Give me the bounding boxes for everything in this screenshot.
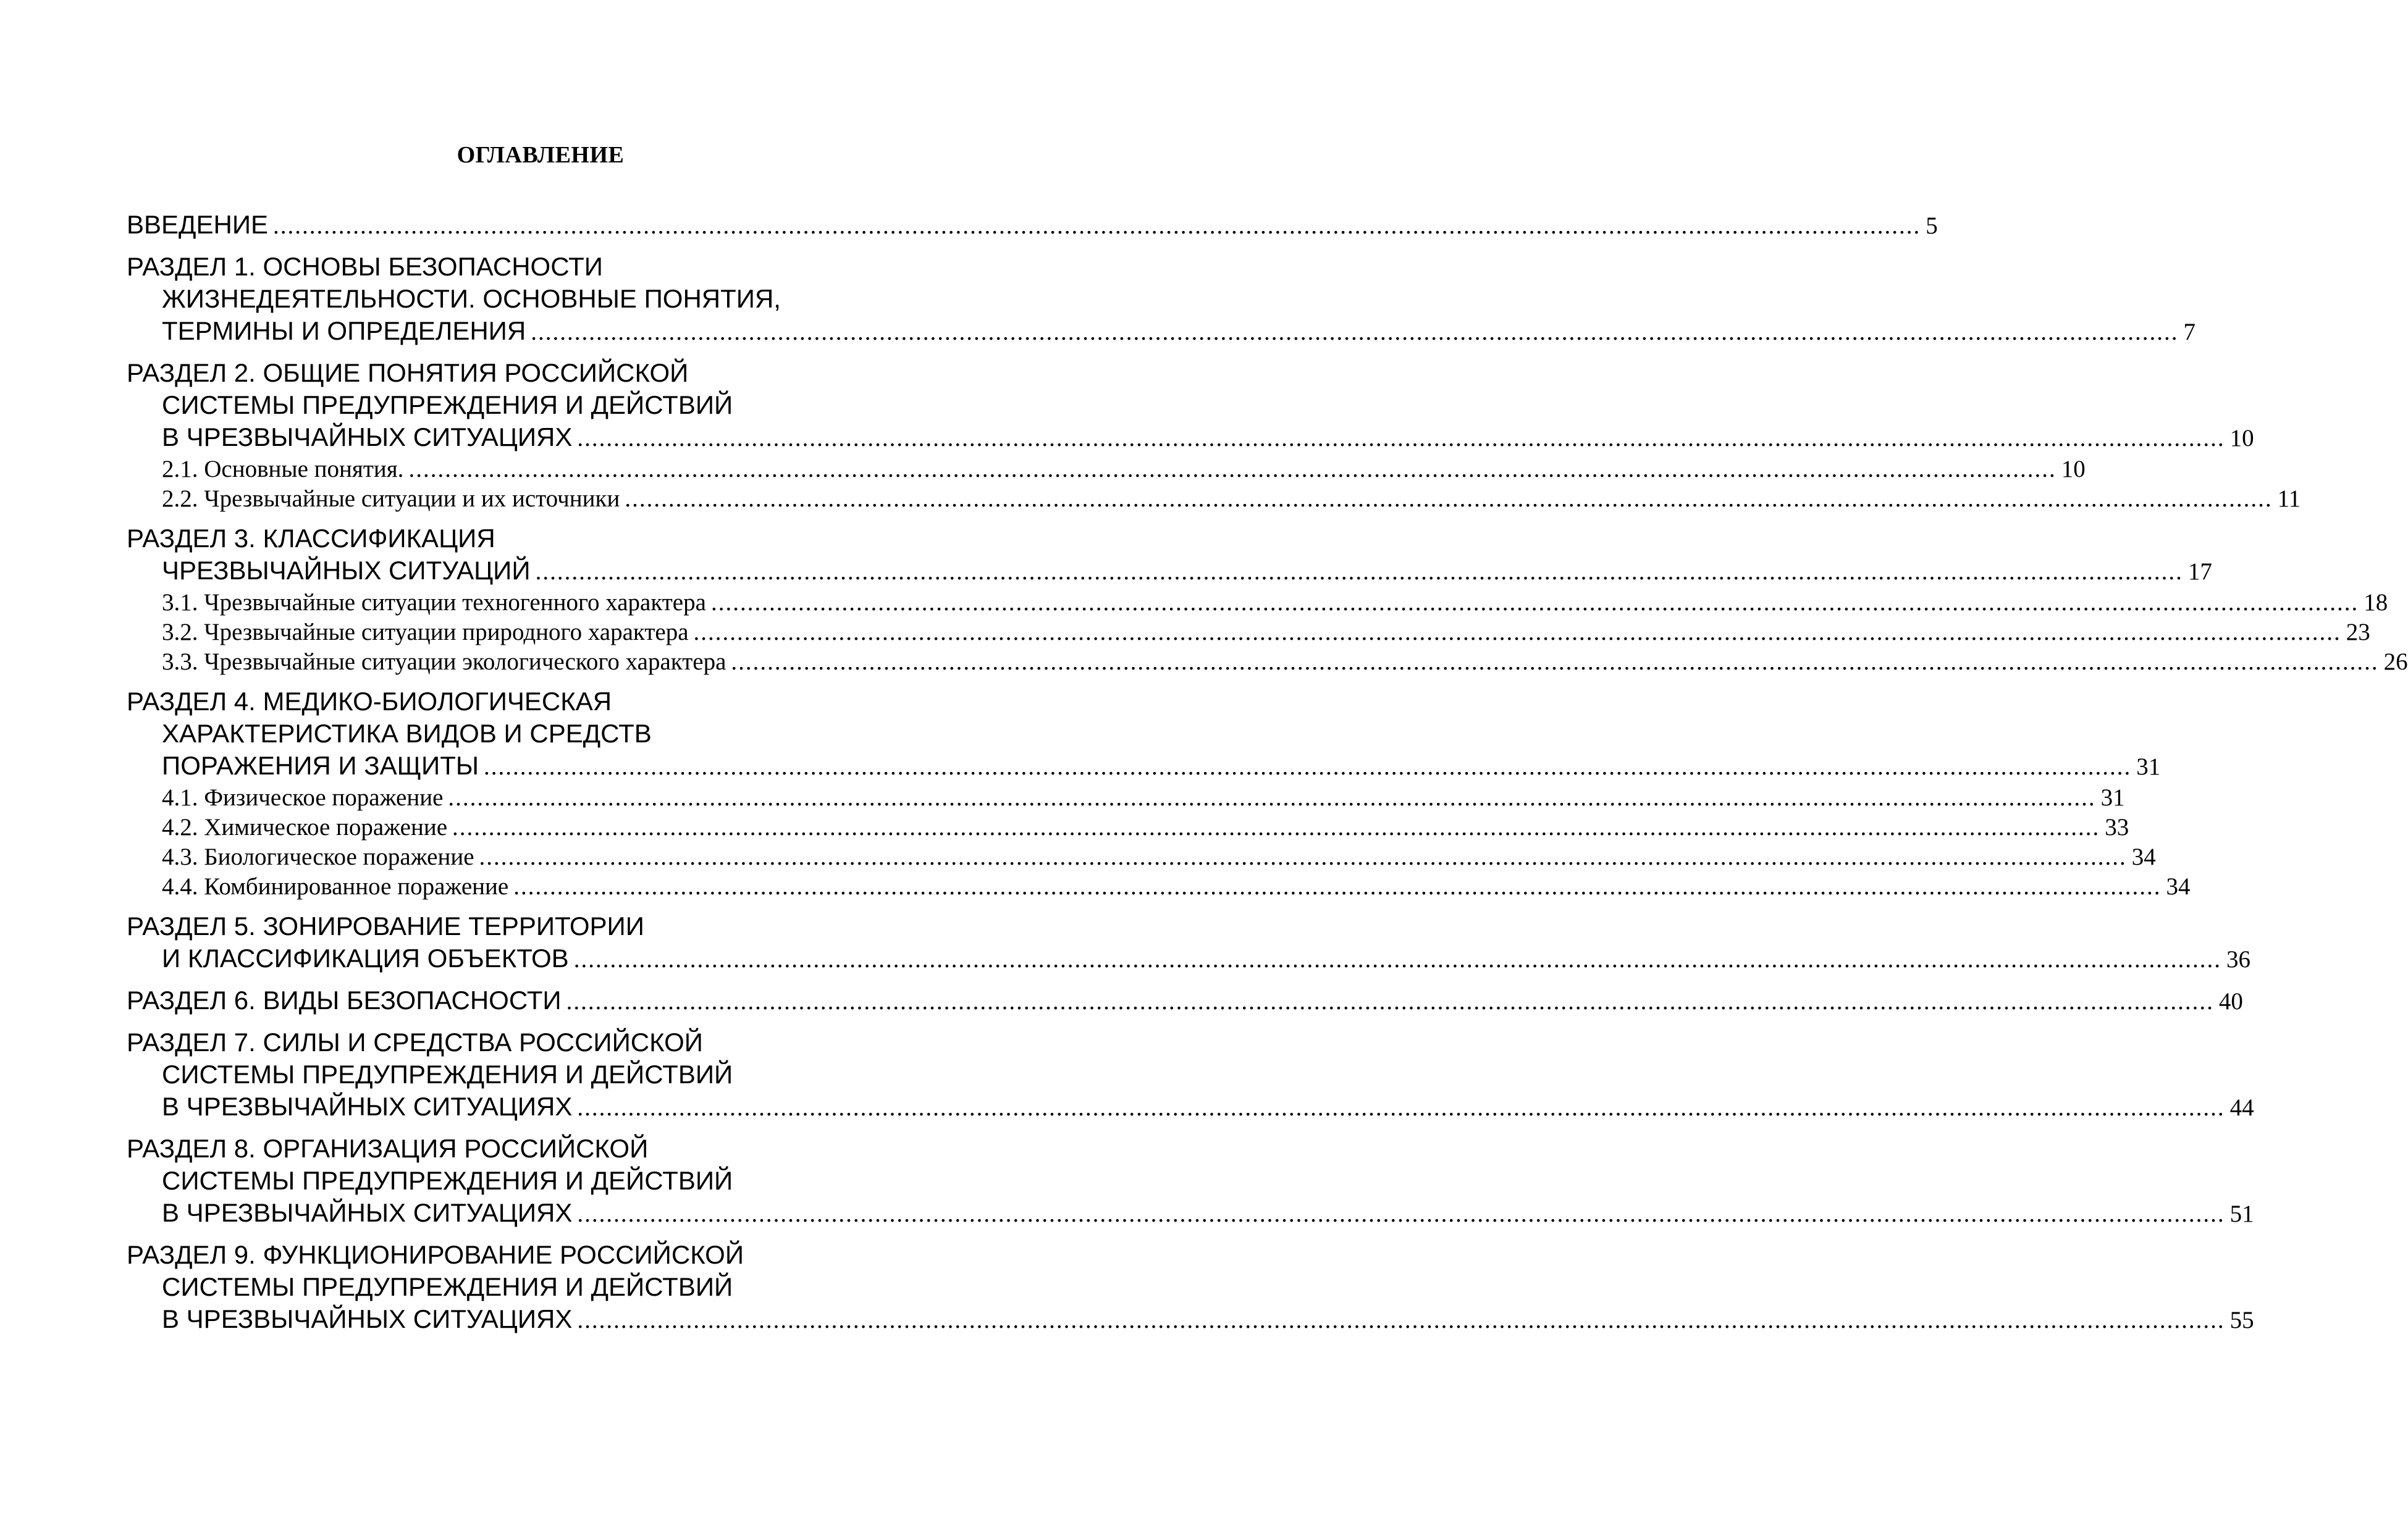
toc-line [127, 1165, 919, 1197]
toc-section-title-cont: В ЧРЕЗВЫЧАЙНЫХ СИТУАЦИЯХ [162, 1304, 573, 1333]
toc-subsection [127, 484, 2301, 514]
toc-section-title-cont: ТЕРМИНЫ И ОПРЕДЕЛЕНИЯ [162, 316, 526, 345]
toc-subsection-title: 3.2. Чрезвычайные ситуации природного характера [162, 619, 689, 645]
page-number: 5 [1926, 212, 1938, 239]
dot-leader: ................................................................................................................................................................................................................................... [573, 946, 2221, 973]
toc-section-title-cont: СИСТЕМЫ ПРЕДУПРЕЖДЕНИЯ И ДЕЙСТВИЙ [162, 1166, 733, 1195]
toc-section-title-cont: ПОРАЖЕНИЯ И ЗАЩИТЫ [162, 751, 479, 780]
toc-subsection [127, 455, 2086, 484]
toc-line [127, 984, 2243, 1018]
page-number: 31 [2100, 784, 2125, 811]
toc-section-title: РАЗДЕЛ 2. ОБЩИЕ ПОНЯТИЯ РОССИЙСКОЙ [127, 358, 689, 387]
page-number: 31 [2136, 753, 2161, 780]
toc-subsection-title: 2.1. Основные понятия. [162, 456, 404, 482]
page-number: 34 [2131, 844, 2156, 870]
toc-line [127, 942, 2250, 976]
toc-subsection [127, 588, 2388, 618]
toc-subsection [127, 647, 2408, 677]
toc-line [127, 1303, 2254, 1336]
dot-leader: ................................................................................................................................................................................................................................... [577, 1094, 2225, 1121]
toc-section-title: РАЗДЕЛ 4. МЕДИКО-БИОЛОГИЧЕСКАЯ [127, 687, 612, 716]
toc-line [127, 910, 919, 942]
toc-subsection [127, 618, 2370, 647]
toc-line [127, 209, 1938, 242]
page-number: 40 [2218, 988, 2243, 1015]
page-number: 44 [2229, 1094, 2254, 1121]
toc-line [127, 1059, 919, 1091]
toc-subsection-title: 4.3. Биологическое поражение [162, 844, 474, 870]
page-number: 18 [2364, 589, 2388, 616]
dot-leader: ................................................................................................................................................................................................................................... [577, 1307, 2225, 1333]
toc-section-title: РАЗДЕЛ 9. ФУНКЦИОНИРОВАНИЕ РОССИЙСКОЙ [127, 1240, 744, 1269]
toc-section-3 [127, 522, 2408, 677]
toc-line [127, 1133, 919, 1165]
dot-leader: ................................................................................................................................................................................................................................... [625, 485, 2273, 512]
toc-section-title-cont: ЖИЗНЕДЕЯТЕЛЬНОСТИ. ОСНОВНЫЕ ПОНЯТИЯ, [162, 284, 781, 313]
dot-leader: ................................................................................................................................................................................................................................... [479, 844, 2127, 870]
toc-line [127, 1197, 2254, 1230]
toc-entry-intro [127, 209, 1938, 242]
dot-leader: ................................................................................................................................................................................................................................... [484, 753, 2132, 780]
dot-leader: ................................................................................................................................................................................................................................... [566, 988, 2214, 1015]
toc-line [127, 718, 919, 750]
page-number: 36 [2226, 946, 2250, 973]
toc-section-title-cont: СИСТЕМЫ ПРЕДУПРЕЖДЕНИЯ И ДЕЙСТВИЙ [162, 390, 733, 419]
toc-section-title: РАЗДЕЛ 8. ОРГАНИЗАЦИЯ РОССИЙСКОЙ [127, 1134, 649, 1163]
dot-leader: ................................................................................................................................................................................................................................... [408, 456, 2056, 482]
toc-subsection-title: 3.3. Чрезвычайные ситуации экологического характера [162, 648, 726, 675]
dot-leader: ................................................................................................................................................................................................................................... [693, 619, 2341, 645]
dot-leader: ................................................................................................................................................................................................................................... [273, 212, 1921, 239]
toc-line [127, 421, 2254, 455]
toc-line [127, 555, 2212, 588]
toc-section-title-cont: В ЧРЕЗВЫЧАЙНЫХ СИТУАЦИЯХ [162, 422, 573, 451]
toc-subsection-title: 3.1. Чрезвычайные ситуации техногенного характера [162, 589, 706, 616]
page-number: 10 [2061, 456, 2086, 482]
table-of-contents [127, 209, 2408, 1345]
toc-section-6 [127, 984, 2243, 1018]
toc-line [127, 1239, 919, 1271]
toc-subsection-title: 4.2. Химическое поражение [162, 814, 448, 841]
toc-line [127, 1271, 919, 1303]
toc-line [127, 1091, 2254, 1124]
page-number: 10 [2229, 425, 2254, 451]
toc-section-title: РАЗДЕЛ 1. ОСНОВЫ БЕЗОПАСНОСТИ [127, 252, 603, 281]
toc-line [127, 251, 919, 283]
toc-line [127, 315, 2195, 348]
page-title: ОГЛАВЛЕНИЕ [457, 142, 625, 168]
toc-section-8 [127, 1133, 2254, 1230]
toc-line [127, 1026, 919, 1059]
toc-section-title-cont: СИСТЕМЫ ПРЕДУПРЕЖДЕНИЯ И ДЕЙСТВИЙ [162, 1272, 733, 1301]
dot-leader: ................................................................................................................................................................................................................................... [710, 589, 2359, 616]
toc-section-7 [127, 1026, 2254, 1124]
toc-subsection [127, 842, 2156, 872]
toc-line [127, 389, 919, 421]
dot-leader: ................................................................................................................................................................................................................................... [577, 1201, 2225, 1227]
toc-section-1 [127, 251, 2195, 348]
toc-line [127, 750, 2161, 783]
toc-subsection [127, 783, 2125, 813]
page-number: 11 [2277, 485, 2301, 512]
dot-leader: ................................................................................................................................................................................................................................... [577, 425, 2225, 451]
toc-section-title-cont: ЧРЕЗВЫЧАЙНЫХ СИТУАЦИЙ [162, 556, 531, 585]
toc-subsection-title: 4.1. Физическое поражение [162, 784, 444, 811]
dot-leader: ................................................................................................................................................................................................................................... [452, 814, 2100, 841]
page-number: 33 [2105, 814, 2129, 841]
toc-line [127, 686, 919, 718]
toc-section-title-cont: ХАРАКТЕРИСТИКА ВИДОВ И СРЕДСТВ [162, 719, 652, 748]
toc-line [127, 357, 919, 389]
page-number: 26 [2383, 648, 2408, 675]
toc-entry-title: ВВЕДЕНИЕ [127, 210, 269, 239]
toc-subsection [127, 872, 2191, 902]
page-number: 34 [2166, 873, 2191, 900]
dot-leader: ................................................................................................................................................................................................................................... [535, 558, 2183, 585]
toc-subsection [127, 813, 2129, 842]
toc-line [127, 522, 919, 555]
toc-section-title: РАЗДЕЛ 6. ВИДЫ БЕЗОПАСНОСТИ [127, 986, 562, 1015]
page-number: 51 [2229, 1201, 2254, 1227]
toc-section-title-cont: И КЛАССИФИКАЦИЯ ОБЪЕКТОВ [162, 944, 569, 973]
page-number: 55 [2229, 1307, 2254, 1333]
toc-subsection-title: 2.2. Чрезвычайные ситуации и их источники [162, 485, 620, 512]
toc-section-5 [127, 910, 2250, 976]
toc-section-title-cont: В ЧРЕЗВЫЧАЙНЫХ СИТУАЦИЯХ [162, 1092, 573, 1121]
dot-leader: ................................................................................................................................................................................................................................... [513, 873, 2162, 900]
page-number: 7 [2183, 319, 2195, 345]
toc-section-2 [127, 357, 2301, 514]
toc-section-4 [127, 686, 2191, 902]
dot-leader: ................................................................................................................................................................................................................................... [731, 648, 2379, 675]
dot-leader: ................................................................................................................................................................................................................................... [448, 784, 2096, 811]
toc-subsection-title: 4.4. Комбинированное поражение [162, 873, 509, 900]
toc-section-title: РАЗДЕЛ 5. ЗОНИРОВАНИЕ ТЕРРИТОРИИ [127, 912, 644, 941]
page-number: 23 [2346, 619, 2370, 645]
dot-leader: ................................................................................................................................................................................................................................... [531, 319, 2179, 345]
toc-section-title: РАЗДЕЛ 7. СИЛЫ И СРЕДСТВА РОССИЙСКОЙ [127, 1028, 703, 1057]
toc-section-title-cont: В ЧРЕЗВЫЧАЙНЫХ СИТУАЦИЯХ [162, 1198, 573, 1227]
toc-section-title: РАЗДЕЛ 3. КЛАССИФИКАЦИЯ [127, 524, 495, 553]
toc-section-title-cont: СИСТЕМЫ ПРЕДУПРЕЖДЕНИЯ И ДЕЙСТВИЙ [162, 1060, 733, 1089]
toc-section-9 [127, 1239, 2254, 1336]
toc-line [127, 283, 919, 315]
page-number: 17 [2187, 558, 2212, 585]
